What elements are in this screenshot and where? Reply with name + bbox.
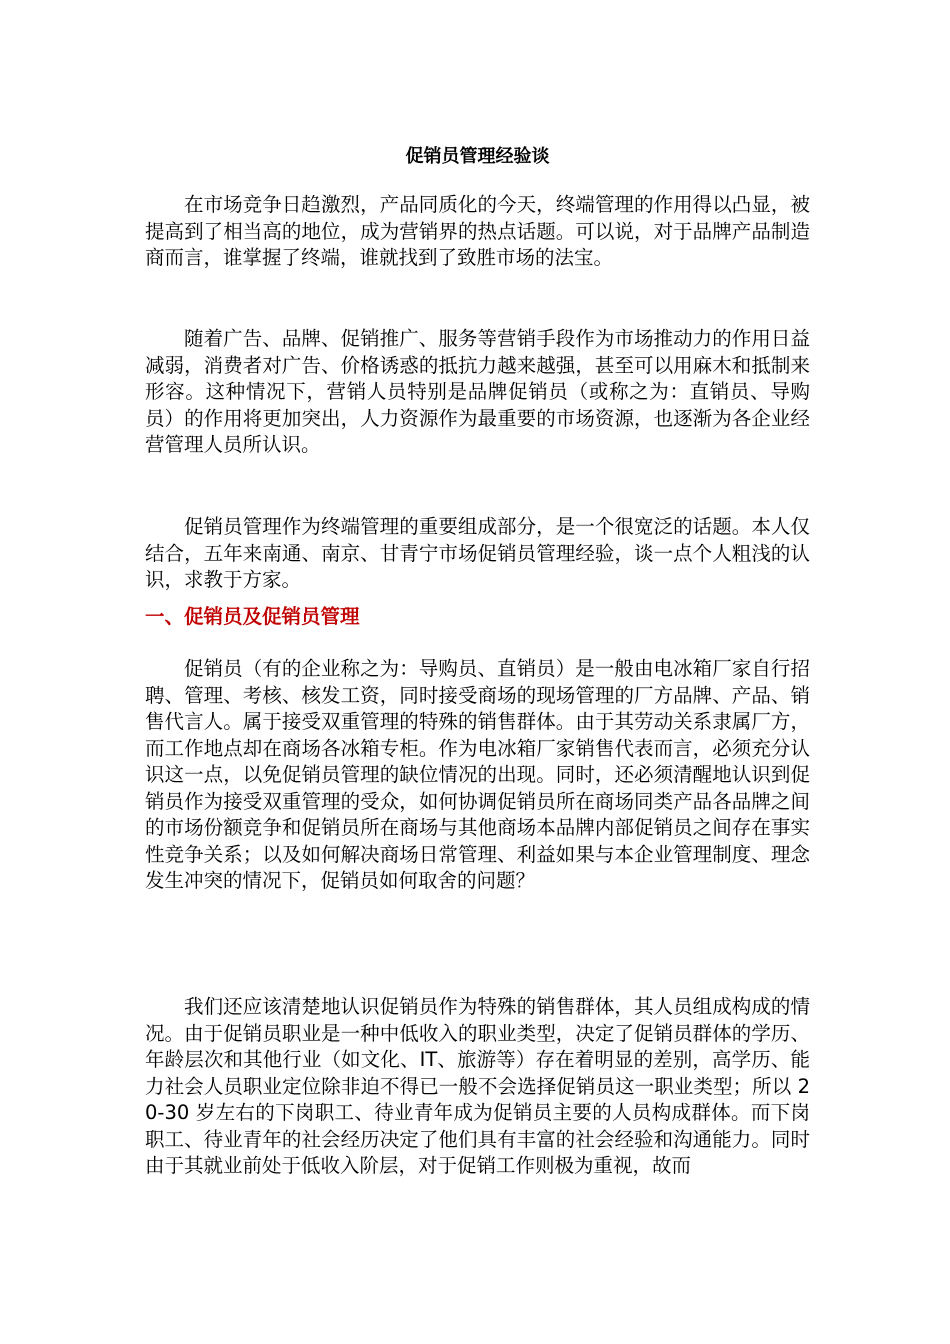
document-title: 促销员管理经验谈 (405, 146, 550, 167)
paragraph-intro: 在市场竞争日趋激烈，产品同质化的今天，终端管理的作用得以凸显，被提高到了相当高的地位，成为营销界的热点话题。可以说，对于品牌产品制造商而言，谁掌握了终端，谁就找到了致胜市场的法宝。 (145, 193, 810, 269)
paragraph-purpose: 促销员管理作为终端管理的重要组成部分，是一个很宽泛的话题。本人仅结合，五年来南通、南京、甘青宁市场促销员管理经验，谈一点个人粗浅的认识，求教于方家。 (145, 515, 810, 591)
section-heading: 一、促销员及促销员管理 (145, 605, 360, 628)
paragraph-definition: 促销员（有的企业称之为：导购员、直销员）是一般由电冰箱厂家自行招聘、管理、考核、核发工资，同时接受商场的现场管理的厂方品牌、产品、销售代言人。属于接受双重管理的特殊的销售群体。由于其劳动关系隶属厂方，而工作地点却在商场各冰箱专柜。作为电冰箱厂家销售代表而言，必须充分认识这一点，以免促销员管理的缺位情况的出现。同时，还必须清醒地认识到促销员作为接受双重管理的受众，如何协调促销员所在商场同类产品各品牌之间的市场份额竞争和促销员所在商场与其他商场本品牌内部促销员之间存在事实性竞争关系；以及如何解决商场日常管理、利益如果与本企业管理制度、理念发生冲突的情况下，促销员如何取舍的问题？ (145, 657, 810, 892)
paragraph-composition: 我们还应该清楚地认识促销员作为特殊的销售群体，其人员组成构成的情况。由于促销员职业是一种中低收入的职业类型，决定了促销员群体的学历、年龄层次和其他行业（如文化、IT、旅游等）存在着明显的差别，高学历、能力社会人员职业定位除非迫不得已一般不会选择促销员这一职业类型；所以 20-30 岁左右的下岗职工、待业青年成为促销员主要的人员构成群体。而下岗职工、待业青年的社会经历决定了他们具有丰富的社会经验和沟通能力。同时由于其就业前处于低收入阶层，对于促销工作则极为重视，故而 (145, 995, 810, 1177)
paragraph-background: 随着广告、品牌、促销推广、服务等营销手段作为市场推动力的作用日益减弱，消费者对广告、价格诱惑的抵抗力越来越强，甚至可以用麻木和抵制来形容。这种情况下，营销人员特别是品牌促销员（或称之为：直销员、导购员）的作用将更加突出，人力资源作为最重要的市场资源，也逐渐为各企业经营管理人员所认识。 (145, 327, 810, 456)
